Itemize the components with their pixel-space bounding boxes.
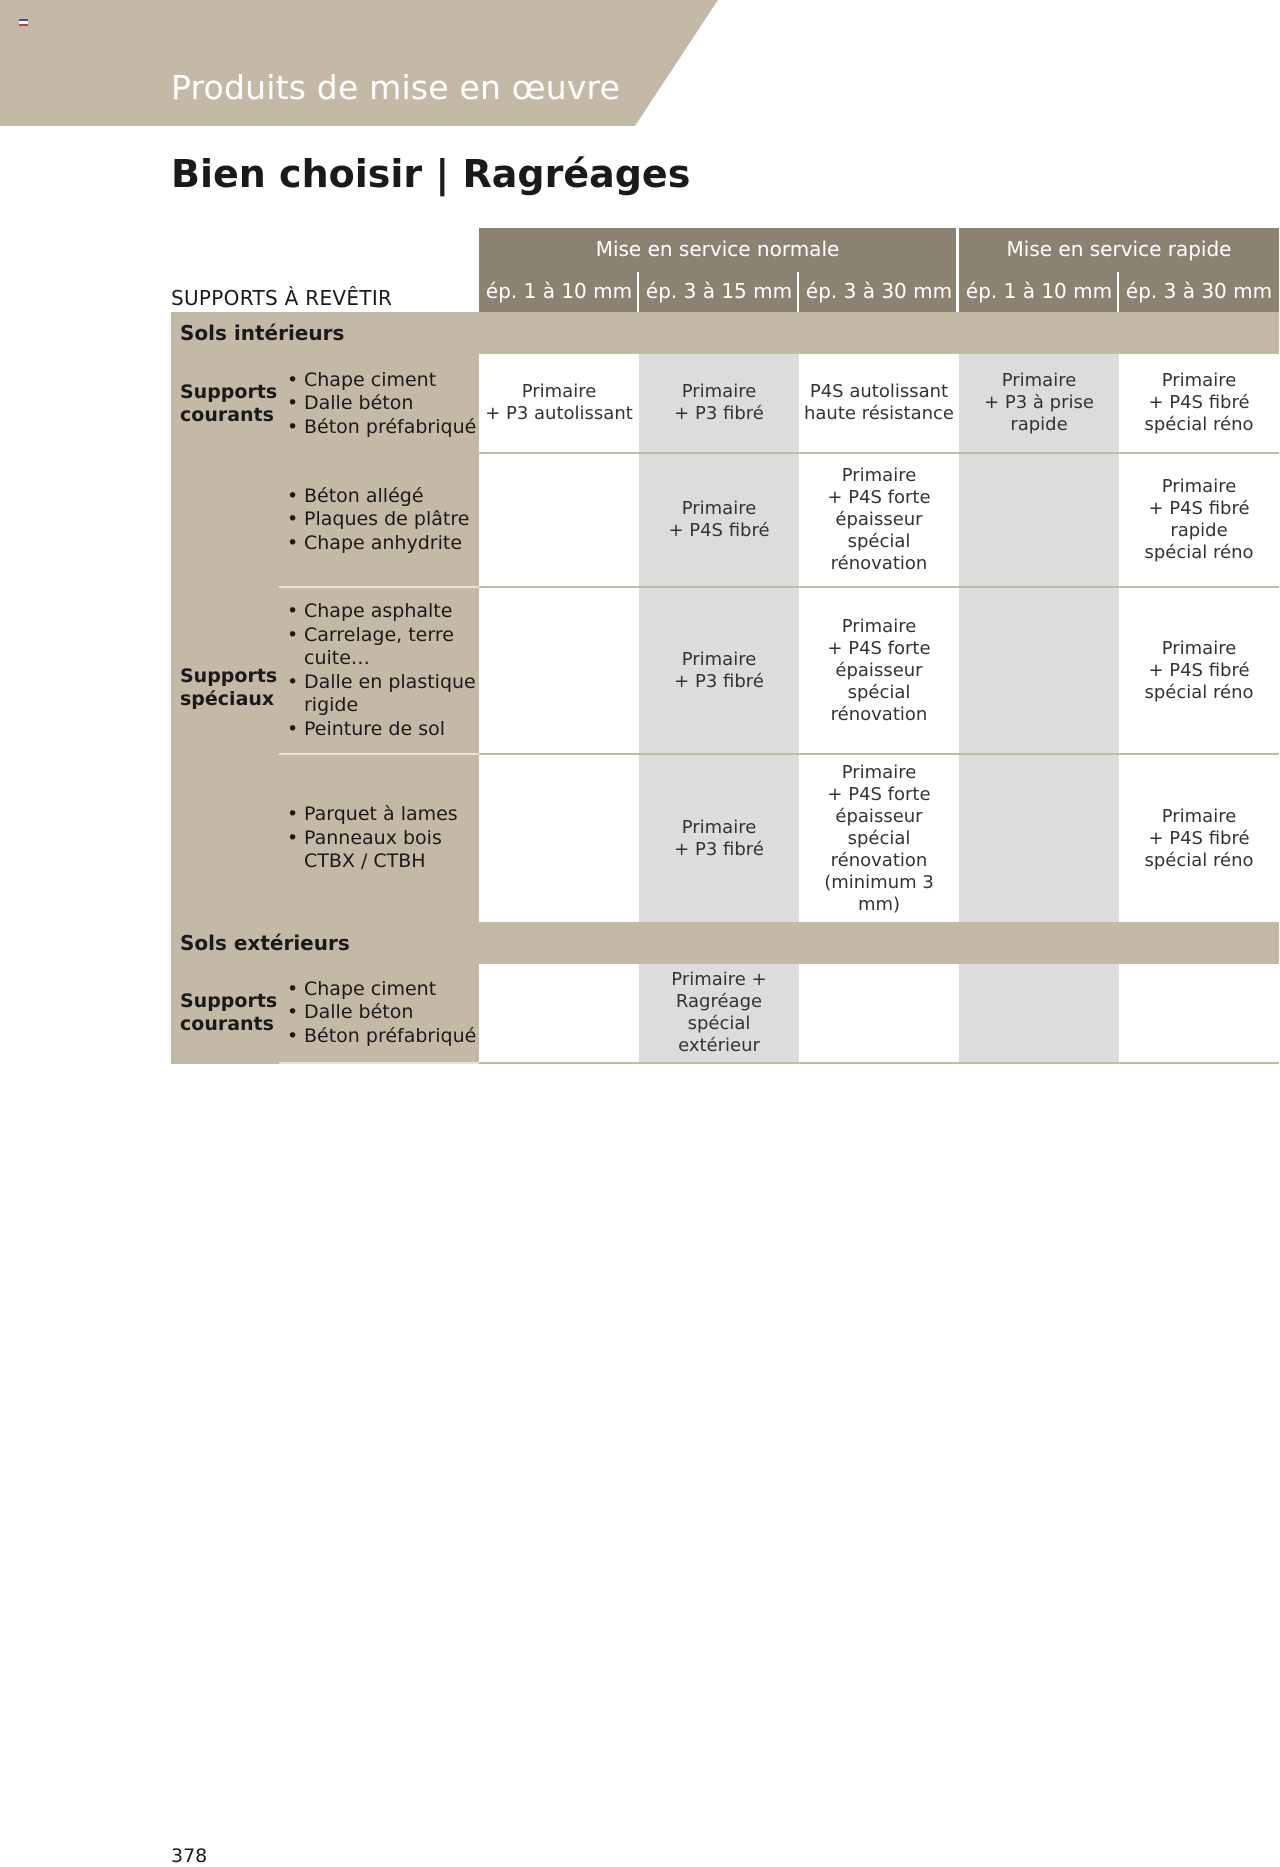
table-cell: Primaire + P3 fibré [639,354,799,454]
supports-label: SUPPORTS À REVÊTIR [171,286,393,310]
table-cell [959,755,1119,922]
list-item: • Béton préfabriqué [287,416,476,440]
table-cell: Primaire + P3 fibré [639,588,799,755]
category-label: Supports courants [171,964,279,1064]
table-cell: Primaire + P4S fibré spécial réno [1119,588,1279,755]
header-banner [0,0,720,126]
ragreage-table [171,228,1279,1064]
page-number: 378 [171,1845,208,1867]
table-cell [959,454,1119,588]
list-item: • Béton allégé [287,485,469,509]
list-item: • Béton préfabriqué [287,1025,476,1049]
column-header: ép. 3 à 30 mm [1119,270,1279,312]
list-item: • Panneaux bois CTBX / CTBH [287,827,479,874]
table-cell: Primaire + P3 fibré [639,755,799,922]
list-item: • Chape asphalte [287,600,479,624]
table-cell: Primaire + Ragréage spécial extérieur [639,964,799,1064]
table-cell: Primaire + P4S fibré [639,454,799,588]
section-label: Sols extérieurs [171,922,1279,964]
section-label: Sols intérieurs [171,312,1279,354]
table-cell: P4S autolissant haute résistance [799,354,959,454]
table-cell: Primaire + P4S fibré spécial réno [1119,354,1279,454]
list-item: • Plaques de plâtre [287,508,469,532]
table-cell [799,964,959,1064]
table-cell [479,454,639,588]
table-cell [479,588,639,755]
list-item: • Dalle en plastique rigide [287,671,479,718]
list-item: • Chape anhydrite [287,532,469,556]
group-header-rapid: Mise en service rapide [959,228,1279,270]
table-cell: Primaire + P3 autolissant [479,354,639,454]
support-items [279,354,479,454]
support-items [279,588,479,755]
list-item: • Chape ciment [287,369,476,393]
page-title: Bien choisir | Ragréages [171,152,691,196]
list-item: • Dalle béton [287,392,476,416]
table-cell: Primaire + P4S fibré rapide spécial réno [1119,454,1279,588]
support-items [279,454,479,588]
table-cell: Primaire + P3 à prise rapide [959,354,1119,454]
table-cell [1119,964,1279,1064]
table-cell: Primaire + P4S fibré spécial réno [1144,805,1254,871]
column-header: ép. 1 à 10 mm [479,270,639,312]
category-label: Supports courants [171,354,279,454]
column-header: ép. 1 à 10 mm [959,270,1119,312]
flag-icon [19,19,28,26]
column-header: ép. 3 à 30 mm [799,270,959,312]
group-header-normal: Mise en service normale [479,228,959,270]
list-item: • Peinture de sol [287,718,479,742]
table-cell: Primaire + P4S forte épaisseur spécial rénovation (minimum 3 mm) [824,761,934,915]
support-items [279,755,479,922]
list-item: • Chape ciment [287,978,476,1002]
banner-shape [0,0,720,126]
section-title: Produits de mise en œuvre [171,68,621,107]
column-header: ép. 3 à 15 mm [639,270,799,312]
list-item: • Parquet à lames [287,803,479,827]
support-items [279,964,479,1064]
table-cell: Primaire + P4S forte épaisseur spécial rénovation [799,588,959,755]
table-cell [959,964,1119,1064]
table-cell [479,755,639,922]
table-cell [479,964,639,1064]
list-item: • Carrelage, terre cuite… [287,624,479,671]
category-label: Supports spéciaux [171,454,279,922]
table-cell [959,588,1119,755]
table-cell: Primaire + P4S forte épaisseur spécial rénovation [799,454,959,588]
list-item: • Dalle béton [287,1001,476,1025]
